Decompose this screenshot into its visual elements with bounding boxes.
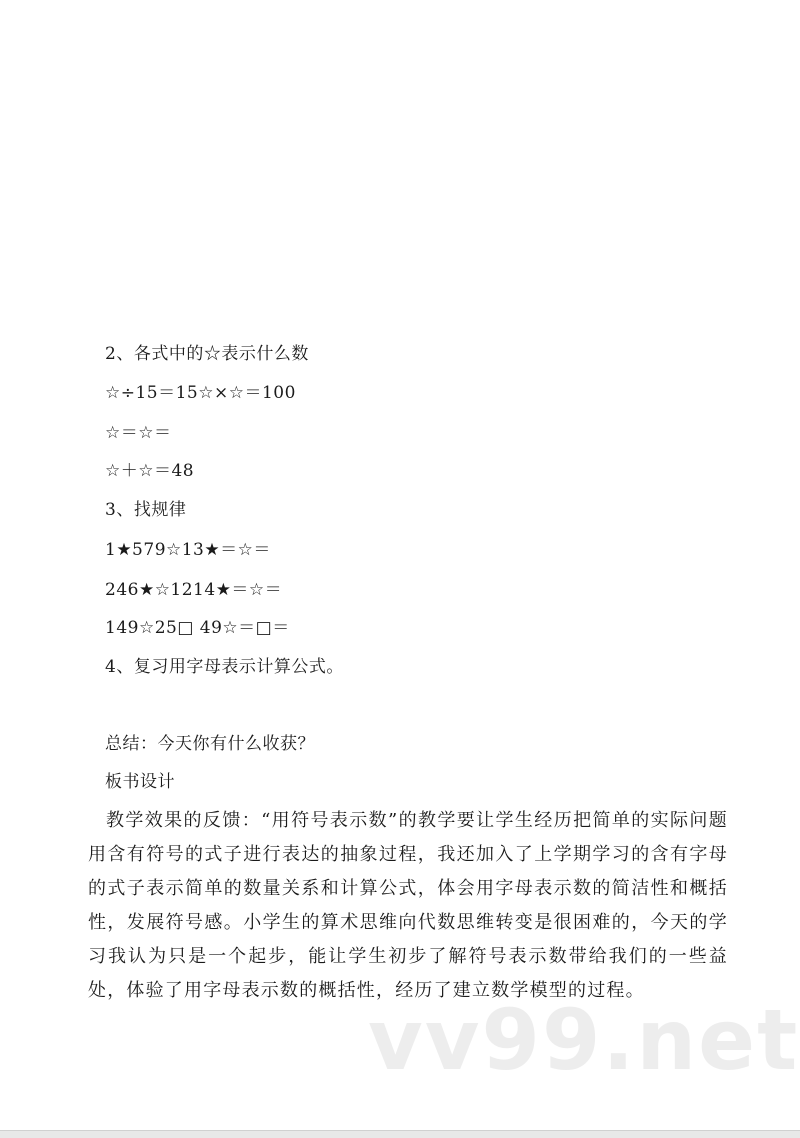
question-3-line-2: 246★☆1214★＝☆＝	[105, 580, 283, 600]
question-3-line-1: 1★579☆13★＝☆＝	[105, 540, 271, 560]
watermark-text: vv99.net	[368, 991, 800, 1089]
question-2-line-1: ☆÷15＝15☆×☆＝100	[105, 383, 296, 403]
question-2-line-3: ☆＋☆＝48	[105, 461, 195, 481]
question-3-line-3: 149☆25□ 49☆＝□＝	[105, 618, 290, 638]
question-3-title: 3、找规律	[105, 500, 187, 520]
summary-text: 总结：今天你有什么收获？	[105, 734, 315, 754]
feedback-paragraph: 教学效果的反馈：“用符号表示数”的教学要让学生经历把简单的实际问题用含有符号的式子进行表达的抽象过程，我还加入了上学期学习的含有字母的式子表示简单的数量关系和计算公式，体会用字母表示数的简洁性和概括性，发展符号感。小学生的算术思维向代数思维转变是很困难的，今天的学习我认为只是一个起步，能让学生初步了解符号表示数带给我们的一些益处，体验了用字母表示数的概括性，经历了建立数学模型的过程。	[88, 810, 728, 1001]
board-design-heading: 板书设计	[105, 772, 175, 792]
question-4-title: 4、复习用字母表示计算公式。	[105, 657, 344, 677]
question-2-title: 2、各式中的☆表示什么数	[105, 344, 309, 364]
question-2-line-2: ☆＝☆＝	[105, 423, 172, 443]
